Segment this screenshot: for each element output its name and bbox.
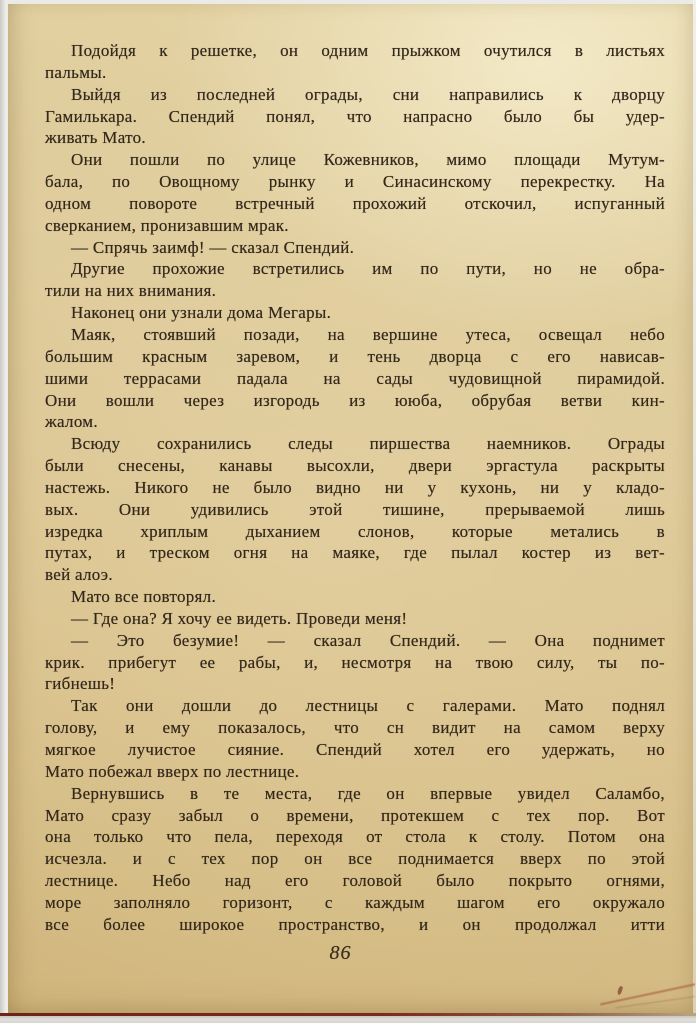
text-line: вых. Они удивились этой тишине, прерываемой лишь — [45, 499, 665, 519]
text-line: — Спрячь заимф! — сказал Спендий. — [71, 237, 355, 257]
text-line: Гамилькара. Спендий понял, что напрасно было бы удер- — [45, 106, 665, 126]
text-line: все более широкое пространство, и он продолжал итти — [45, 914, 665, 934]
text-line: настежь. Никого не было видно ни у кухонь, ни у кладо- — [45, 477, 665, 497]
page-text — [45, 40, 665, 936]
ink-smudge — [617, 986, 624, 996]
text-line: Мато побежал вверх по лестнице. — [45, 761, 300, 781]
text-line: тили на них внимания. — [45, 281, 217, 301]
scan-margin-bottom — [0, 1016, 696, 1023]
text-line: — Это безумие! — сказал Спендий. — Она поднимет — [71, 630, 665, 650]
text-line: море заполняло горизонт, с каждым шагом его окружало — [45, 892, 665, 912]
text-line: исчезла. и с тех пор он все поднимается вверх по этой — [45, 849, 665, 869]
text-line: крик. прибегут ее рабы, и, несмотря на твою силу, ты по- — [45, 652, 665, 672]
text-line: Другие прохожие встретились им по пути, но не обра- — [71, 259, 665, 279]
text-line: лестнице. Небо над его головой было покрыто огнями, — [45, 871, 665, 891]
text-line: голову, и ему показалось, что сн видит на самом верху — [45, 718, 665, 738]
text-line: шими террасами падала на сады чудовищной пирамидой. — [45, 368, 665, 388]
text-line: Мато сразу забыл о времени, протекшем с тех пор. Вот — [45, 805, 665, 825]
text-line: — Где она? Я хочу ее видеть. Проведи меня! — [71, 608, 408, 628]
text-line: мягкое лучистое сияние. Спендий хотел его удержать, но — [45, 740, 665, 759]
text-line: жалом. — [45, 412, 98, 432]
page-number: 86 — [329, 942, 352, 964]
scan-margin-left — [0, 0, 8, 1023]
text-line: путах, и треском огня на маяке, где пылал костер из вет- — [45, 543, 665, 563]
text-line: гибнешь! — [45, 674, 116, 694]
text-line: одном повороте встречный прохожий отскочил, испуганный — [45, 193, 665, 213]
text-line: вей алоэ. — [45, 565, 113, 585]
text-line: были снесены, канавы высохли, двери эргастула раскрыты — [45, 456, 665, 476]
text-line: бала, по Овощному рынку и Синасинскому перекрестку. На — [45, 172, 665, 192]
text-line: Выйдя из последней ограды, сни направились к дворцу — [71, 84, 665, 104]
text-line: Они пошли по улице Кожевников, мимо площади Мутум- — [71, 150, 665, 170]
text-line: живать Мато. — [45, 128, 146, 148]
text-line: Всюду сохранились следы пиршества наемников. Ограды — [71, 434, 665, 454]
page-bottom-edge-line — [0, 1013, 696, 1016]
text-line: Маяк, стоявший позади, на вершине утеса, освещал небо — [71, 324, 665, 344]
text-line: Подойдя к решетке, он одним прыжком очутился в листьях — [71, 41, 665, 60]
text-line: Так они дошли до лестницы с галерами. Мато поднял — [71, 696, 665, 716]
text-line: пальмы. — [45, 62, 107, 82]
text-line: большим красным заревом, и тень дворца с его нависав- — [45, 346, 665, 366]
text-line: изредка хриплым дыханием слонов, которые метались в — [45, 521, 665, 541]
text-line: Мато все повторял. — [71, 587, 217, 607]
text-line: сверканием, пронизавшим мрак. — [45, 215, 289, 235]
text-line: Вернувшись в те места, где он впервые увидел Саламбо, — [71, 783, 665, 803]
text-line: Наконец они узнали дома Мегары. — [71, 303, 332, 323]
text-line: Они вошли через изгородь из ююба, обрубая ветви кин- — [45, 390, 665, 410]
text-line: она только что пела, переходя от стола к столу. Потом она — [45, 827, 665, 847]
crease-mark — [585, 977, 695, 1011]
book-page — [8, 4, 693, 1013]
